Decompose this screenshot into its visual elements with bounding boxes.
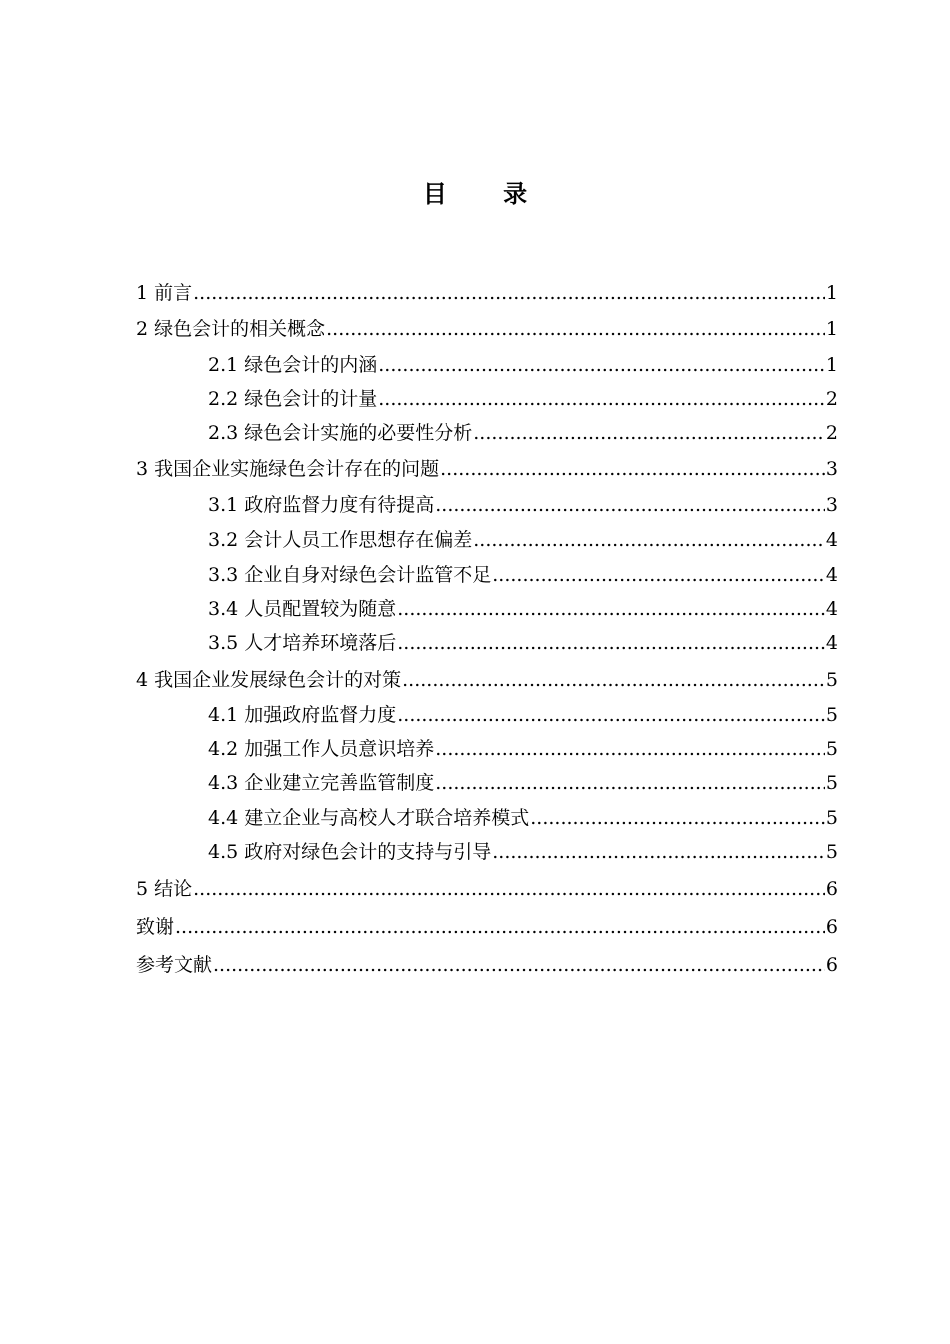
toc-entry[interactable]: [136, 877, 838, 902]
toc-entry[interactable]: [136, 493, 838, 518]
toc-entry-page-number: 5: [825, 738, 838, 760]
toc-entry-page-number: 6: [825, 916, 838, 938]
toc-dot-leader: [397, 597, 825, 622]
toc-entry-label: 5 结论: [136, 878, 193, 900]
toc-entry-label: 4.5 政府对绿色会计的支持与引导: [208, 841, 492, 863]
toc-entry-label: 致谢: [136, 916, 175, 938]
page-title: 目 录: [422, 179, 552, 208]
toc-entry-label: 3 我国企业实施绿色会计存在的问题: [136, 458, 440, 480]
toc-entry-label: 2 绿色会计的相关概念: [136, 318, 326, 340]
toc-dot-leader: [193, 281, 825, 306]
toc-entry-page-number: 4: [825, 529, 838, 551]
toc-dot-leader: [397, 631, 825, 656]
toc-dot-leader: [435, 737, 825, 762]
toc-entry-page-number: 1: [825, 318, 838, 340]
toc-entry-label: 3.3 企业自身对绿色会计监管不足: [208, 564, 492, 586]
toc-dot-leader: [473, 421, 825, 446]
toc-entry-label: 参考文献: [136, 954, 213, 976]
toc-entry-label: 4 我国企业发展绿色会计的对策: [136, 669, 402, 691]
toc-entry-label: 3.1 政府监督力度有待提高: [208, 494, 435, 516]
toc-entry[interactable]: [136, 806, 838, 831]
toc-entry[interactable]: [136, 457, 838, 482]
toc-dot-leader: [473, 528, 825, 553]
toc-dot-leader: [397, 703, 825, 728]
toc-entry-page-number: 3: [825, 458, 838, 480]
toc-entry-label: 3.4 人员配置较为随意: [208, 598, 397, 620]
toc-entry-page-number: 1: [825, 354, 838, 376]
toc-entry-page-number: 6: [825, 878, 838, 900]
toc-dot-leader: [193, 877, 825, 902]
toc-entry[interactable]: [136, 737, 838, 762]
toc-entry[interactable]: [136, 631, 838, 656]
toc-entry[interactable]: [136, 771, 838, 796]
toc-entry[interactable]: [136, 387, 838, 412]
toc-entry-label: 4.3 企业建立完善监管制度: [208, 772, 435, 794]
toc-entry-page-number: 2: [825, 422, 838, 444]
toc-dot-leader: [378, 387, 825, 412]
toc-entry[interactable]: [136, 528, 838, 553]
toc-entry-label: 4.2 加强工作人员意识培养: [208, 738, 435, 760]
toc-entry-page-number: 1: [825, 282, 838, 304]
toc-dot-leader: [435, 493, 825, 518]
toc-entry-label: 2.2 绿色会计的计量: [208, 388, 378, 410]
toc-entry[interactable]: [136, 353, 838, 378]
toc-entry-page-number: 5: [825, 704, 838, 726]
toc-dot-leader: [402, 668, 825, 693]
toc-entry[interactable]: [136, 953, 838, 978]
toc-entry[interactable]: [136, 668, 838, 693]
toc-dot-leader: [440, 457, 825, 482]
toc-dot-leader: [378, 353, 825, 378]
toc-entry[interactable]: [136, 840, 838, 865]
toc-dot-leader: [492, 563, 825, 588]
toc-entry-page-number: 5: [825, 669, 838, 691]
toc-dot-leader: [492, 840, 825, 865]
toc-entry-page-number: 2: [825, 388, 838, 410]
toc-dot-leader: [530, 806, 825, 831]
toc-entry-label: 2.1 绿色会计的内涵: [208, 354, 378, 376]
toc-entry-label: 2.3 绿色会计实施的必要性分析: [208, 422, 473, 444]
toc-dot-leader: [175, 915, 825, 940]
toc-entry[interactable]: [136, 597, 838, 622]
toc-entry[interactable]: [136, 915, 838, 940]
toc-entry-page-number: 4: [825, 598, 838, 620]
toc-entry-label: 4.1 加强政府监督力度: [208, 704, 397, 726]
toc-entry[interactable]: [136, 281, 838, 306]
toc-entry-page-number: 5: [825, 772, 838, 794]
toc-entry-page-number: 5: [825, 807, 838, 829]
toc-entry-page-number: 4: [825, 564, 838, 586]
toc-entry-label: 4.4 建立企业与高校人才联合培养模式: [208, 807, 530, 829]
toc-entry-label: 3.2 会计人员工作思想存在偏差: [208, 529, 473, 551]
toc-entry[interactable]: [136, 703, 838, 728]
toc-entry[interactable]: [136, 563, 838, 588]
toc-entry[interactable]: [136, 421, 838, 446]
toc-entry-page-number: 5: [825, 841, 838, 863]
toc-dot-leader: [435, 771, 825, 796]
toc-entry-label: 3.5 人才培养环境落后: [208, 632, 397, 654]
toc-entry[interactable]: [136, 317, 838, 342]
toc-entry-page-number: 6: [825, 954, 838, 976]
toc-entry-label: 1 前言: [136, 282, 193, 304]
toc-dot-leader: [326, 317, 825, 342]
toc-entry-page-number: 4: [825, 632, 838, 654]
toc-entry-page-number: 3: [825, 494, 838, 516]
toc-dot-leader: [213, 953, 825, 978]
